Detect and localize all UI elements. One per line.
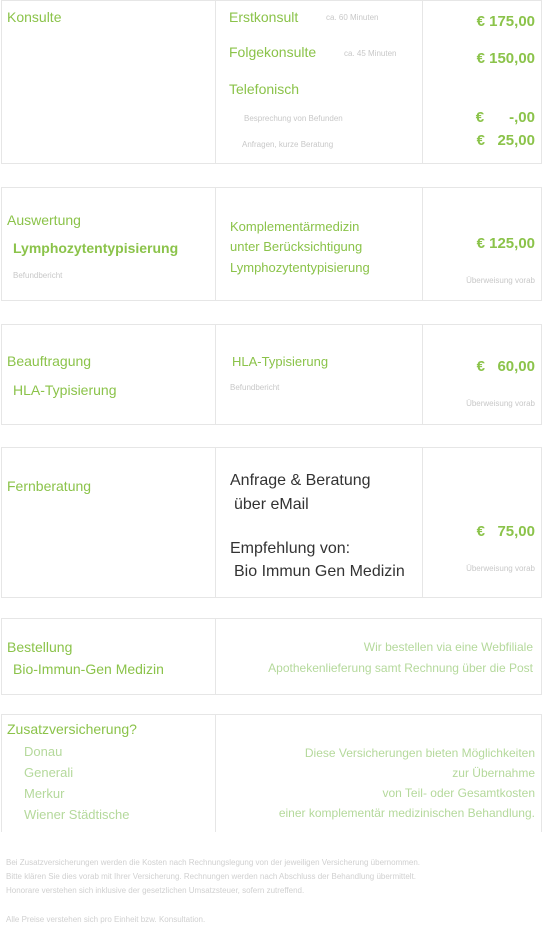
zusatz-item-wiener-staedtische: Wiener Städtische [24,807,130,822]
fernberatung-line1: Anfrage & Beratung [230,472,371,489]
fernberatung-price-note: Überweisung vorab [466,564,535,573]
fernberatung-line2: über eMail [234,496,309,513]
auswertung-note: Befundbericht [13,271,63,280]
erstkonsult-duration: ca. 60 Minuten [326,13,379,22]
konsulte-price-cell [423,1,541,163]
beauftragung-price-cell [423,325,541,424]
auswertung-title: Auswertung [7,212,81,228]
erstkonsult-label: Erstkonsult [229,9,299,25]
fernberatung-label-cell [2,448,216,597]
konsulte-section [1,0,542,164]
folgekonsulte-duration: ca. 45 Minuten [344,49,397,58]
footer-line1: Bei Zusatzversicherungen werden die Kosten nach Rechnungslegung von der jeweiligen Versicherung übernommen. [6,858,421,867]
fernberatung-price-cell [423,448,541,597]
zusatz-line4: einer komplementär medizinischen Behandlung. [278,806,535,820]
footer-line3: Honorare verstehen sich inklusive der gesetzlichen Umsatzsteuer, sofern zutreffend. [6,886,305,895]
zusatz-line3: von Teil- oder Gesamtkosten [382,786,535,800]
beauftragung-section [1,324,542,425]
telefonisch-label: Telefonisch [229,81,300,97]
bestellung-title: Bestellung [7,639,73,655]
konsulte-label-cell [2,1,216,163]
zusatz-label-cell [2,715,216,832]
beauftragung-desc-cell [216,325,423,424]
zusatz-item-merkur: Merkur [24,786,65,801]
konsulte-desc-cell [216,1,423,163]
auswertung-label-cell [2,188,216,300]
beauftragung-title: Beauftragung [7,353,92,369]
telefonisch-line2: Anfragen, kurze Beratung [242,140,334,149]
bestellung-desc-cell [216,619,541,694]
fernberatung-title: Fernberatung [7,478,92,494]
footer-line2: Bitte klären Sie dies vorab mit Ihrer Versicherung. Rechnungen werden nach Abschluss der Behandlung übermittelt. [6,872,417,881]
beauftragung-desc: HLA-Typisierung [232,354,329,369]
beauftragung-subtitle: HLA-Typisierung [13,382,117,398]
erstkonsult-price: € 175,00 [476,13,535,30]
bestellung-label-cell [2,619,216,694]
auswertung-desc-cell [216,188,423,300]
beauftragung-price-note: Überweisung vorab [466,399,535,408]
bestellung-line2: Apothekenlieferung samt Rechnung über die Post [268,661,533,675]
zusatz-line1: Diese Versicherungen bieten Möglichkeiten [304,746,535,760]
auswertung-section [1,187,542,301]
telefonisch-price-1: € -,00 [475,109,535,126]
fernberatung-section [1,447,542,598]
auswertung-subtitle: Lymphozytentypisierung [13,240,179,256]
auswertung-desc-line1: Komplementärmedizin [230,219,360,234]
zusatz-desc-cell [216,715,541,832]
telefonisch-price-2: € 25,00 [476,132,535,149]
footer-line4: Alle Preise verstehen sich pro Einheit bzw. Konsultation. [6,915,206,924]
bestellung-section [1,618,542,695]
fernberatung-desc-cell [216,448,423,597]
beauftragung-desc-sub: Befundbericht [230,383,280,392]
folgekonsulte-price: € 150,00 [476,50,535,67]
auswertung-desc-line3: Lymphozytentypisierung [230,260,370,275]
beauftragung-label-cell [2,325,216,424]
auswertung-price-note: Überweisung vorab [466,276,535,285]
zusatz-item-donau: Donau [24,744,63,759]
konsulte-title: Konsulte [7,9,62,25]
auswertung-desc-line2: unter Berücksichtigung [230,239,363,254]
fernberatung-line3: Empfehlung von: [230,540,351,557]
folgekonsulte-label: Folgekonsulte [229,44,317,60]
zusatz-line2: zur Übernahme [452,766,535,780]
fernberatung-line4: Bio Immun Gen Medizin [234,563,405,580]
bestellung-line1: Wir bestellen via eine Webfiliale [363,640,533,654]
auswertung-price: € 125,00 [476,235,535,252]
zusatz-title: Zusatzversicherung? [7,721,137,737]
zusatz-item-generali: Generali [24,765,74,780]
bestellung-subtitle: Bio-Immun-Gen Medizin [13,661,164,677]
telefonisch-line1: Besprechung von Befunden [244,114,343,123]
auswertung-price-cell [423,188,541,300]
fernberatung-price: € 75,00 [476,523,535,540]
beauftragung-price: € 60,00 [476,358,535,375]
zusatz-section [1,714,542,832]
